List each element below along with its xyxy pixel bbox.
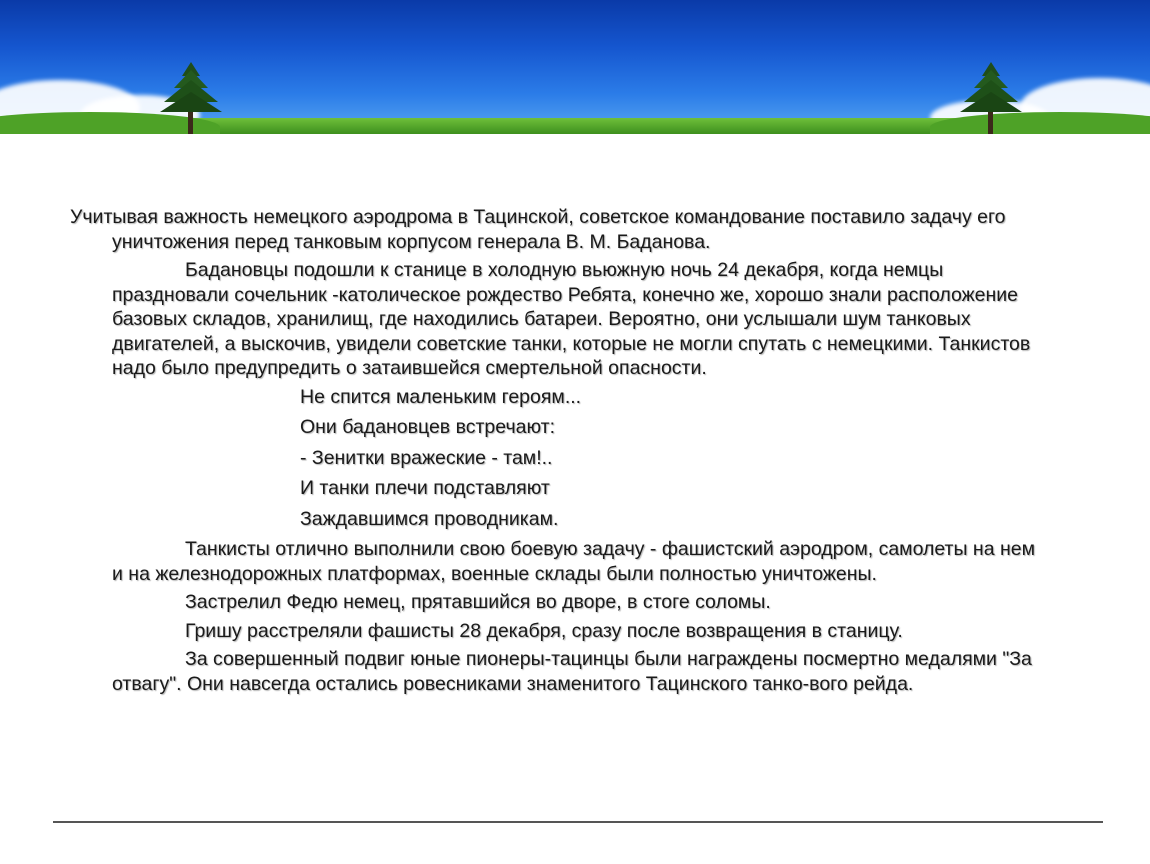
- verse-line-3: - Зенитки вражеские - там!..: [300, 446, 553, 469]
- tree-icon-left: [158, 60, 224, 134]
- paragraph-intro: Учитывая важность немецкого аэродрома в Тацинской, советское командование поставило задачу его уничтожения перед танковым корпусом генерала В. М. Баданова.: [70, 206, 1006, 253]
- verse-line-1: Не спится маленьким героям...: [300, 385, 582, 408]
- tree-icon-right: [958, 60, 1024, 134]
- paragraph-grisha: Гришу расстреляли фашисты 28 декабря, сразу после возвращения в станицу.: [185, 619, 903, 642]
- paragraph-badanovtsy: Бадановцы подошли к станице в холодную вьюжную ночь 24 декабря, когда немцы праздновали сочельник -католическое рождество Ребята, конечно же, хорошо знали расположение базовых складов, хранилищ, где находились батареи. Вероятно, они услышали шум танковых двигателей, а выскочив, увидели советские танки, которые не могли спутать с немецкими. Танкистов надо было предупредить о затаившейся смертельной опасности.: [112, 259, 1031, 379]
- slide-body-text: [70, 205, 1050, 700]
- paragraph-fedya: Застрелил Федю немец, прятавшийся во дворе, в стоге соломы.: [185, 591, 771, 613]
- footer-divider: [53, 821, 1103, 823]
- verse-line-4: И танки плечи подставляют: [300, 477, 550, 499]
- paragraph-tankists: Танкисты отлично выполнили свою боевую задачу - фашистский аэродром, самолеты на нем и на железнодорожных платформах, военные склады были полностью уничтожены.: [112, 538, 1035, 585]
- header-banner: [0, 0, 1150, 134]
- verse-line-5: Заждавшимся проводникам.: [300, 507, 559, 530]
- verse-line-2: Они бадановцев встречают:: [300, 416, 555, 438]
- paragraph-award: За совершенный подвиг юные пионеры-тацинцы были награждены посмертно медалями "За отвагу". Они навсегда остались ровесниками знаменитого Тацинского танко-вого рейда.: [112, 648, 1032, 695]
